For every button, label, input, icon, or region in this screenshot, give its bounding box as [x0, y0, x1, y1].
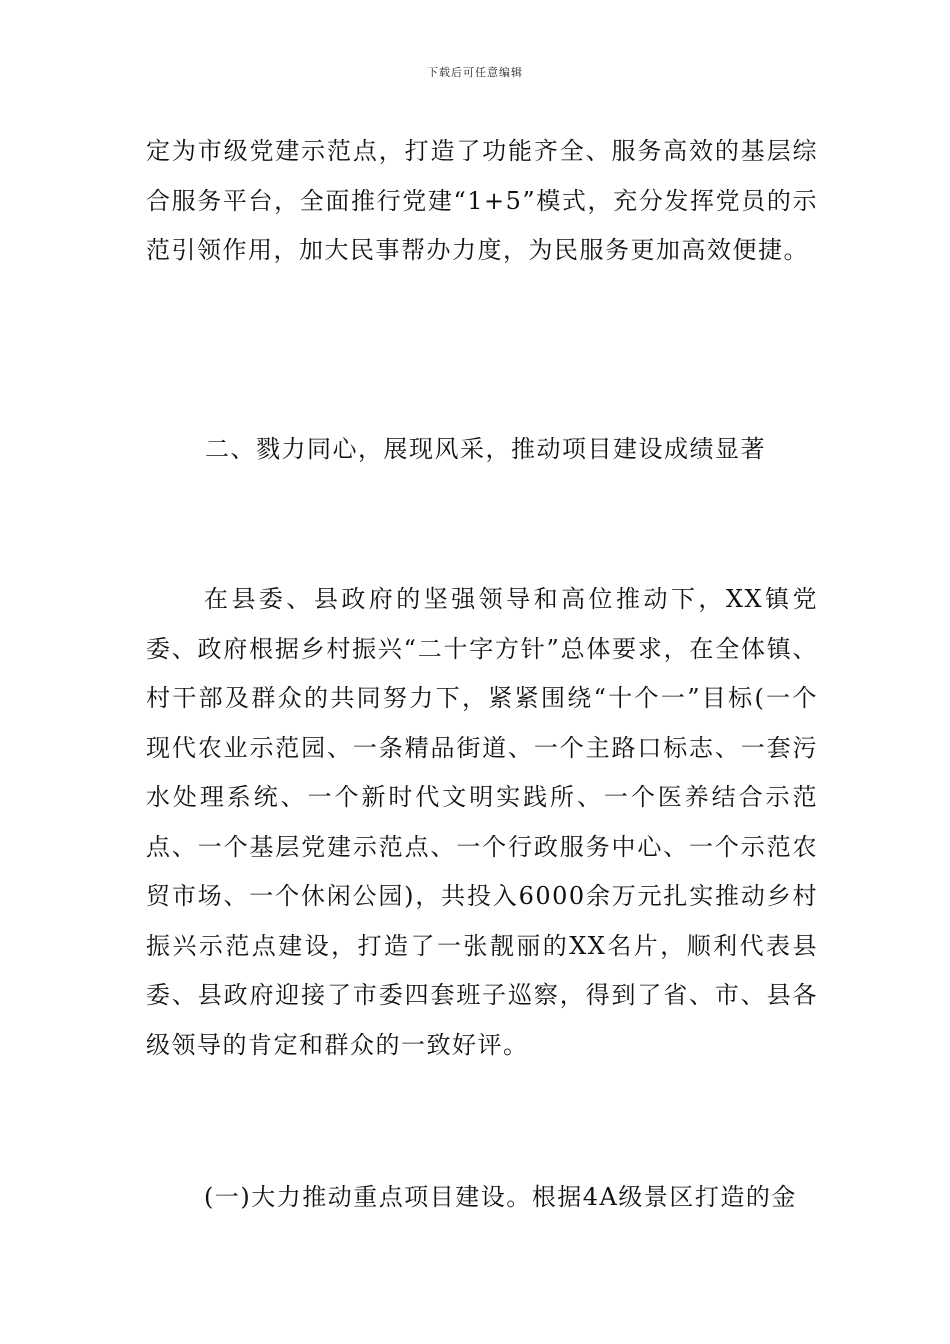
body-paragraph-1: 定为市级党建示范点，打造了功能齐全、服务高效的基层综合服务平台，全面推行党建“1+5”模式，充分发挥党员的示范引领作用，加大民事帮办力度，为民服务更加高效便捷。 — [146, 137, 818, 264]
body-paragraph-3: (一)大力推动重点项目建设。根据4A级景区打造的金 — [204, 1183, 797, 1211]
section-heading: 二、戮力同心，展现风采，推动项目建设成绩显著 — [205, 435, 766, 463]
page-header-note: 下载后可任意编辑 — [427, 66, 523, 79]
body-paragraph-2: 在县委、县政府的坚强领导和高位推动下，XX镇党委、政府根据乡村振兴“二十字方针”总体要求，在全体镇、村干部及群众的共同努力下，紧紧围绕“十个一”目标(一个现代农业示范园、一条精品街道、一个主路口标志、一套污水处理系统、一个新时代文明实践所、一个医养结合示范点、一个基层党建示范点、一个行政服务中心、一个示范农贸市场、一个休闲公园)，共投入6000余万元扎实推动乡村振兴示范点建设，打造了一张靓丽的XX名片，顺利代表县委、县政府迎接了市委四套班子巡察，得到了省、市、县各级领导的肯定和群众的一致好评。 — [146, 585, 818, 1059]
